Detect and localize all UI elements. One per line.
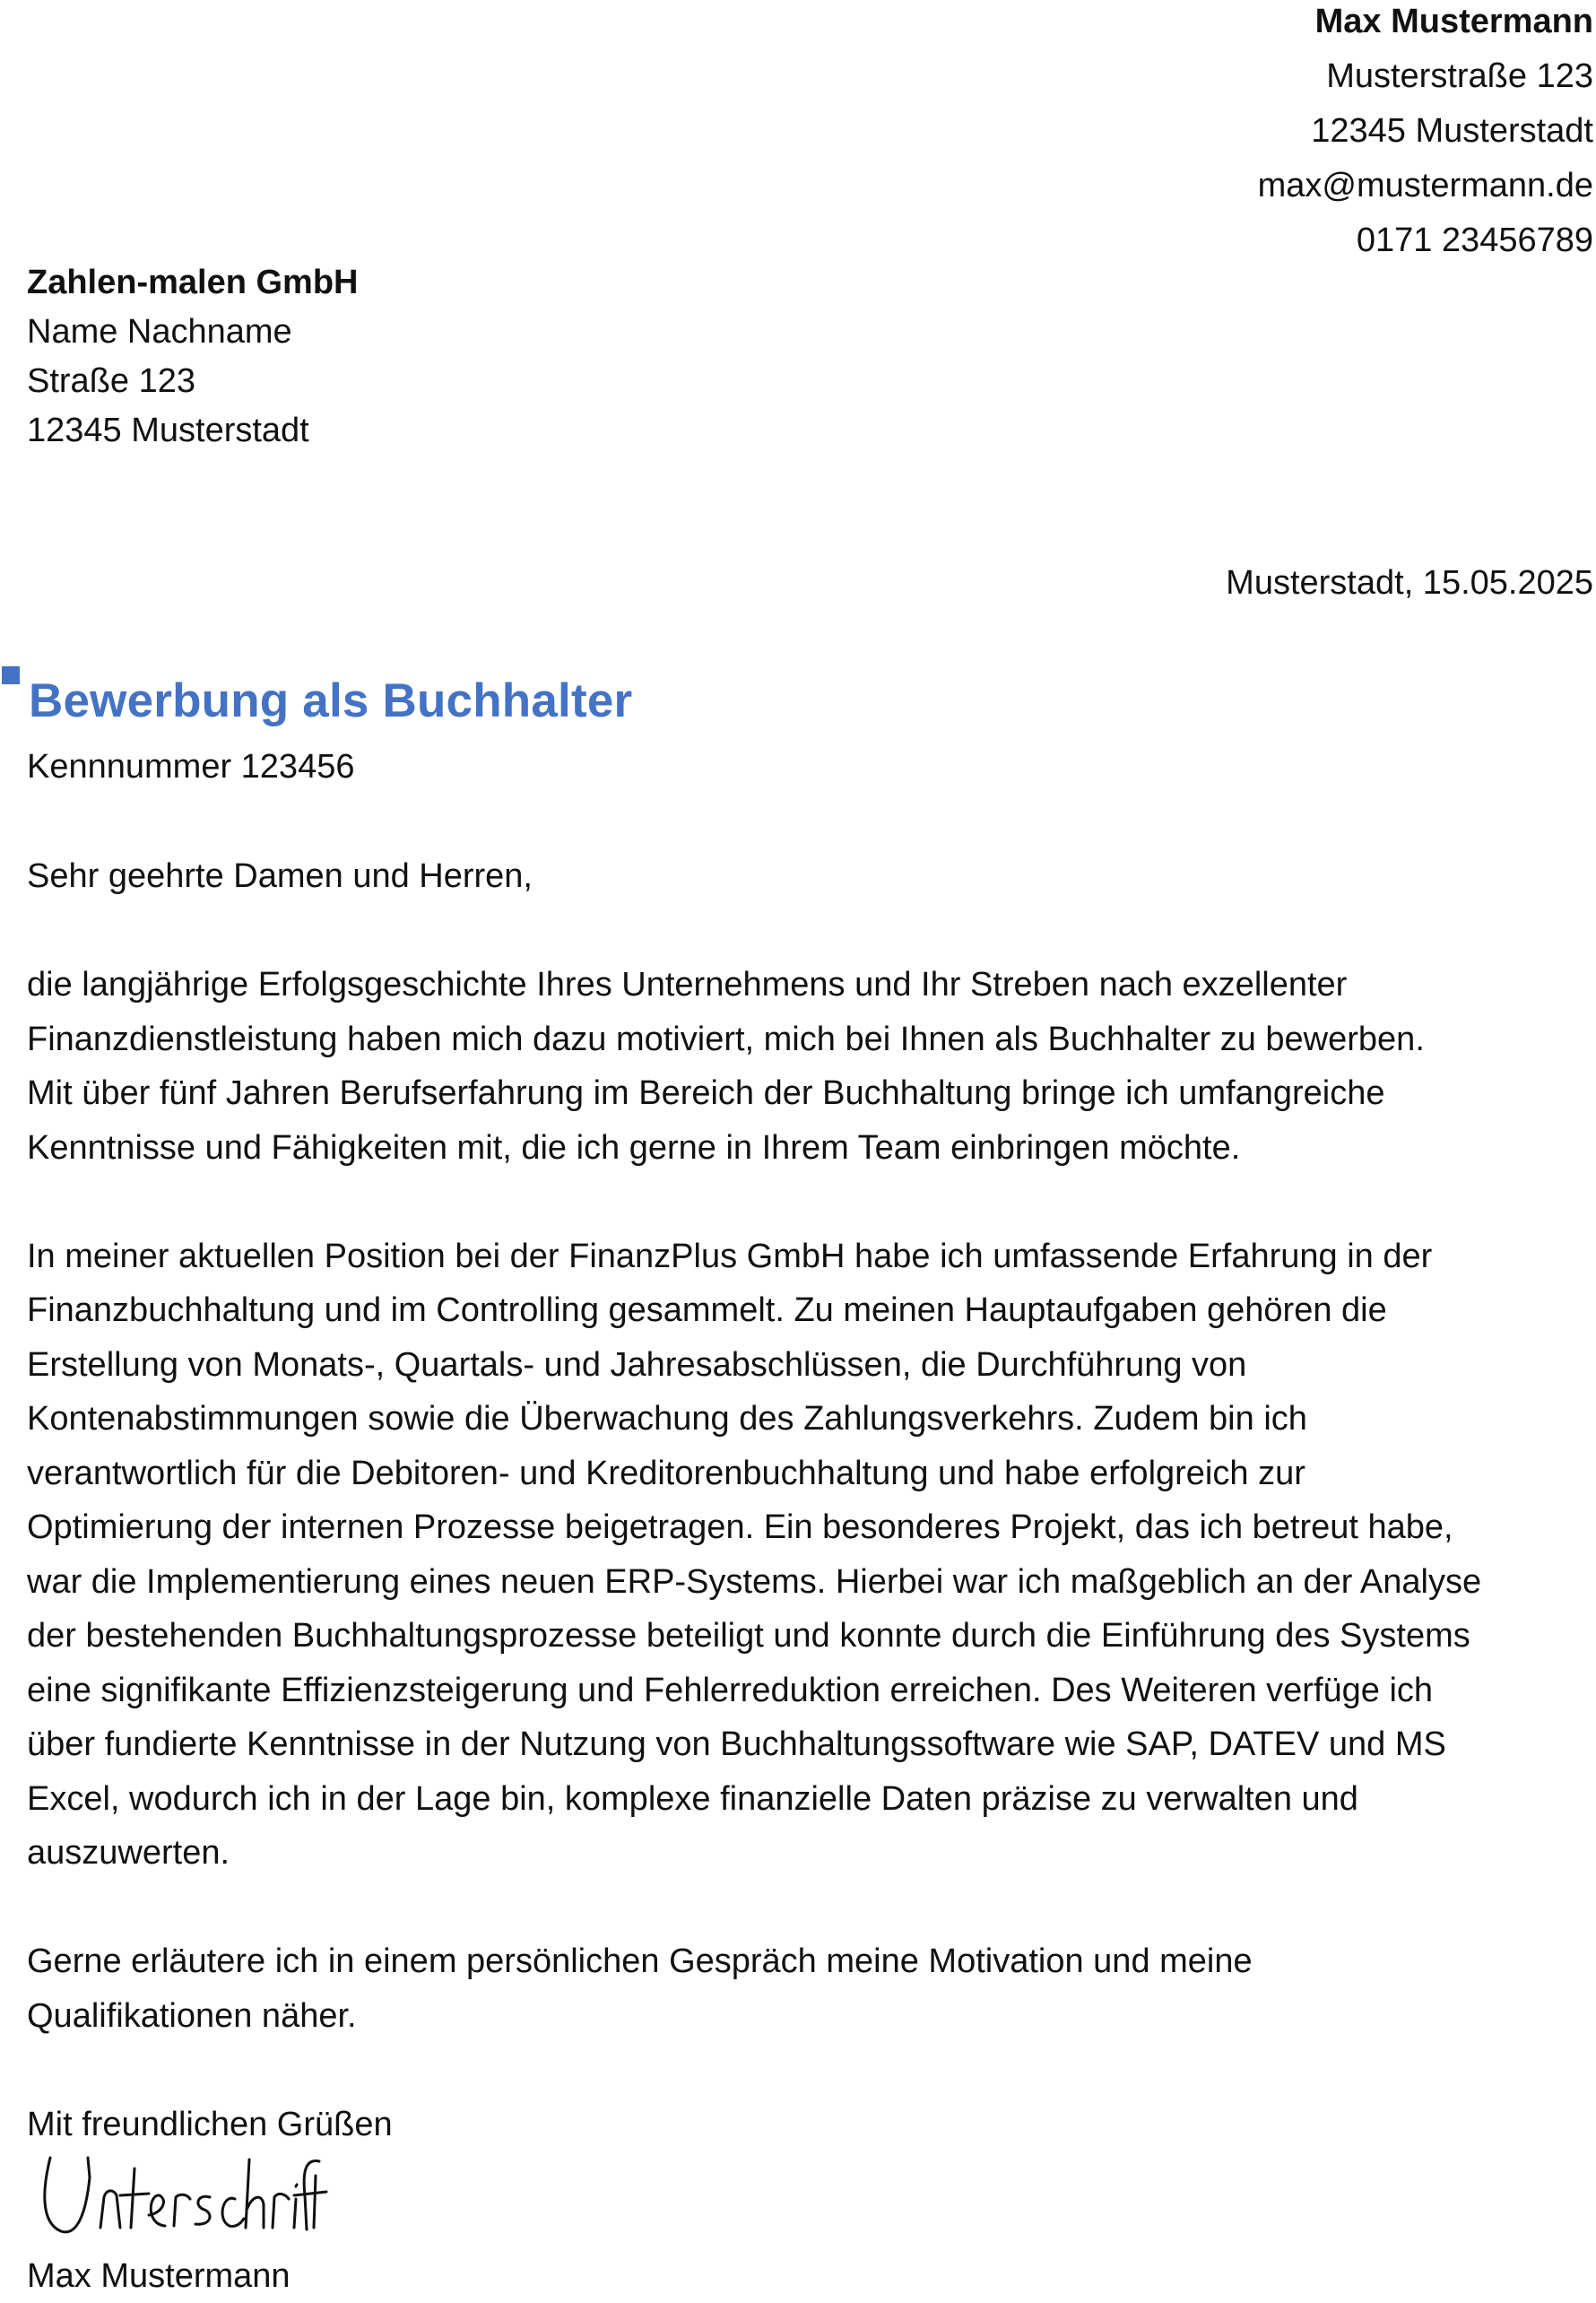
recipient-address-block xyxy=(27,258,359,456)
paragraph-line: Erstellung von Monats-, Quartals- und Jahresabschlüssen, die Durchführung von xyxy=(27,1345,1247,1384)
paragraph-line: war die Implementierung eines neuen ERP-Systems. Hierbei war ich maßgeblich an der Analyse xyxy=(27,1562,1482,1601)
paragraph-line: In meiner aktuellen Position bei der FinanzPlus GmbH habe ich umfassende Erfahrung in der xyxy=(27,1237,1433,1275)
recipient-city: 12345 Musterstadt xyxy=(27,412,309,449)
heading-marker-icon xyxy=(2,666,20,684)
signer-name: Max Mustermann xyxy=(27,2257,291,2295)
sender-phone: 0171 23456789 xyxy=(1356,222,1593,259)
sender-address-block xyxy=(1258,0,1593,268)
reference-number: Kennnummer 123456 xyxy=(27,748,355,786)
letter-body xyxy=(27,849,1578,2151)
paragraph-line: Finanzbuchhaltung und im Controlling gesammelt. Zu meinen Hauptaufgaben gehören die xyxy=(27,1291,1387,1329)
paragraph-line: eine signifikante Effizienzsteigerung und Fehlerreduktion erreichen. Des Weiteren verfüge ich xyxy=(27,1671,1434,1709)
paragraph-2 xyxy=(27,1230,1578,1881)
paragraph-line: Kontenabstimmungen sowie die Überwachung des Zahlungsverkehrs. Zudem bin ich xyxy=(27,1400,1307,1438)
sender-street: Musterstraße 123 xyxy=(1326,57,1593,95)
handwritten-signature xyxy=(34,2142,330,2240)
paragraph-line: Gerne erläutere ich in einem persönlichen Gespräch meine Motivation und meine xyxy=(27,1942,1253,1980)
paragraph-line: die langjährige Erfolgsgeschichte Ihres Unternehmens und Ihr Streben nach exzellenter xyxy=(27,966,1348,1004)
salutation: Sehr geehrte Damen und Herren, xyxy=(27,857,533,895)
paragraph-line: Excel, wodurch ich in der Lage bin, komplexe finanzielle Daten präzise zu verwalten und xyxy=(27,1779,1358,1818)
paragraph-line: über fundierte Kenntnisse in der Nutzung von Buchhaltungssoftware wie SAP, DATEV und MS xyxy=(27,1725,1446,1763)
paragraph-line: Optimierung der internen Prozesse beigetragen. Ein besonderes Projekt, das ich betreut habe, xyxy=(27,1508,1453,1546)
subject-heading: Bewerbung als Buchhalter xyxy=(29,674,633,727)
paragraph-3 xyxy=(27,1934,1578,2043)
recipient-company: Zahlen-malen GmbH xyxy=(27,264,359,301)
sender-city: 12345 Musterstadt xyxy=(1311,112,1593,150)
sender-email: max@mustermann.de xyxy=(1257,167,1593,204)
date-line: Musterstadt, 15.05.2025 xyxy=(1226,564,1593,602)
paragraph-line: auszuwerten. xyxy=(27,1834,230,1872)
sender-name: Max Mustermann xyxy=(1314,3,1593,40)
recipient-contact: Name Nachname xyxy=(27,313,292,351)
recipient-street: Straße 123 xyxy=(27,362,195,400)
closing-phrase: Mit freundlichen Grüßen xyxy=(27,2105,393,2143)
paragraph-line: Kenntnisse und Fähigkeiten mit, die ich gerne in Ihrem Team einbringen möchte. xyxy=(27,1128,1241,1167)
paragraph-line: Mit über fünf Jahren Berufserfahrung im Bereich der Buchhaltung bringe ich umfangreiche xyxy=(27,1074,1385,1112)
paragraph-line: der bestehenden Buchhaltungsprozesse beteiligt und konnte durch die Einführung des Systems xyxy=(27,1617,1470,1655)
paragraph-1 xyxy=(27,958,1578,1175)
paragraph-line: Finanzdienstleistung haben mich dazu motiviert, mich bei Ihnen als Buchhalter zu bewerben. xyxy=(27,1020,1425,1058)
paragraph-line: Qualifikationen näher. xyxy=(27,1996,357,2035)
paragraph-line: verantwortlich für die Debitoren- und Kreditorenbuchhaltung und habe erfolgreich zur xyxy=(27,1454,1305,1492)
